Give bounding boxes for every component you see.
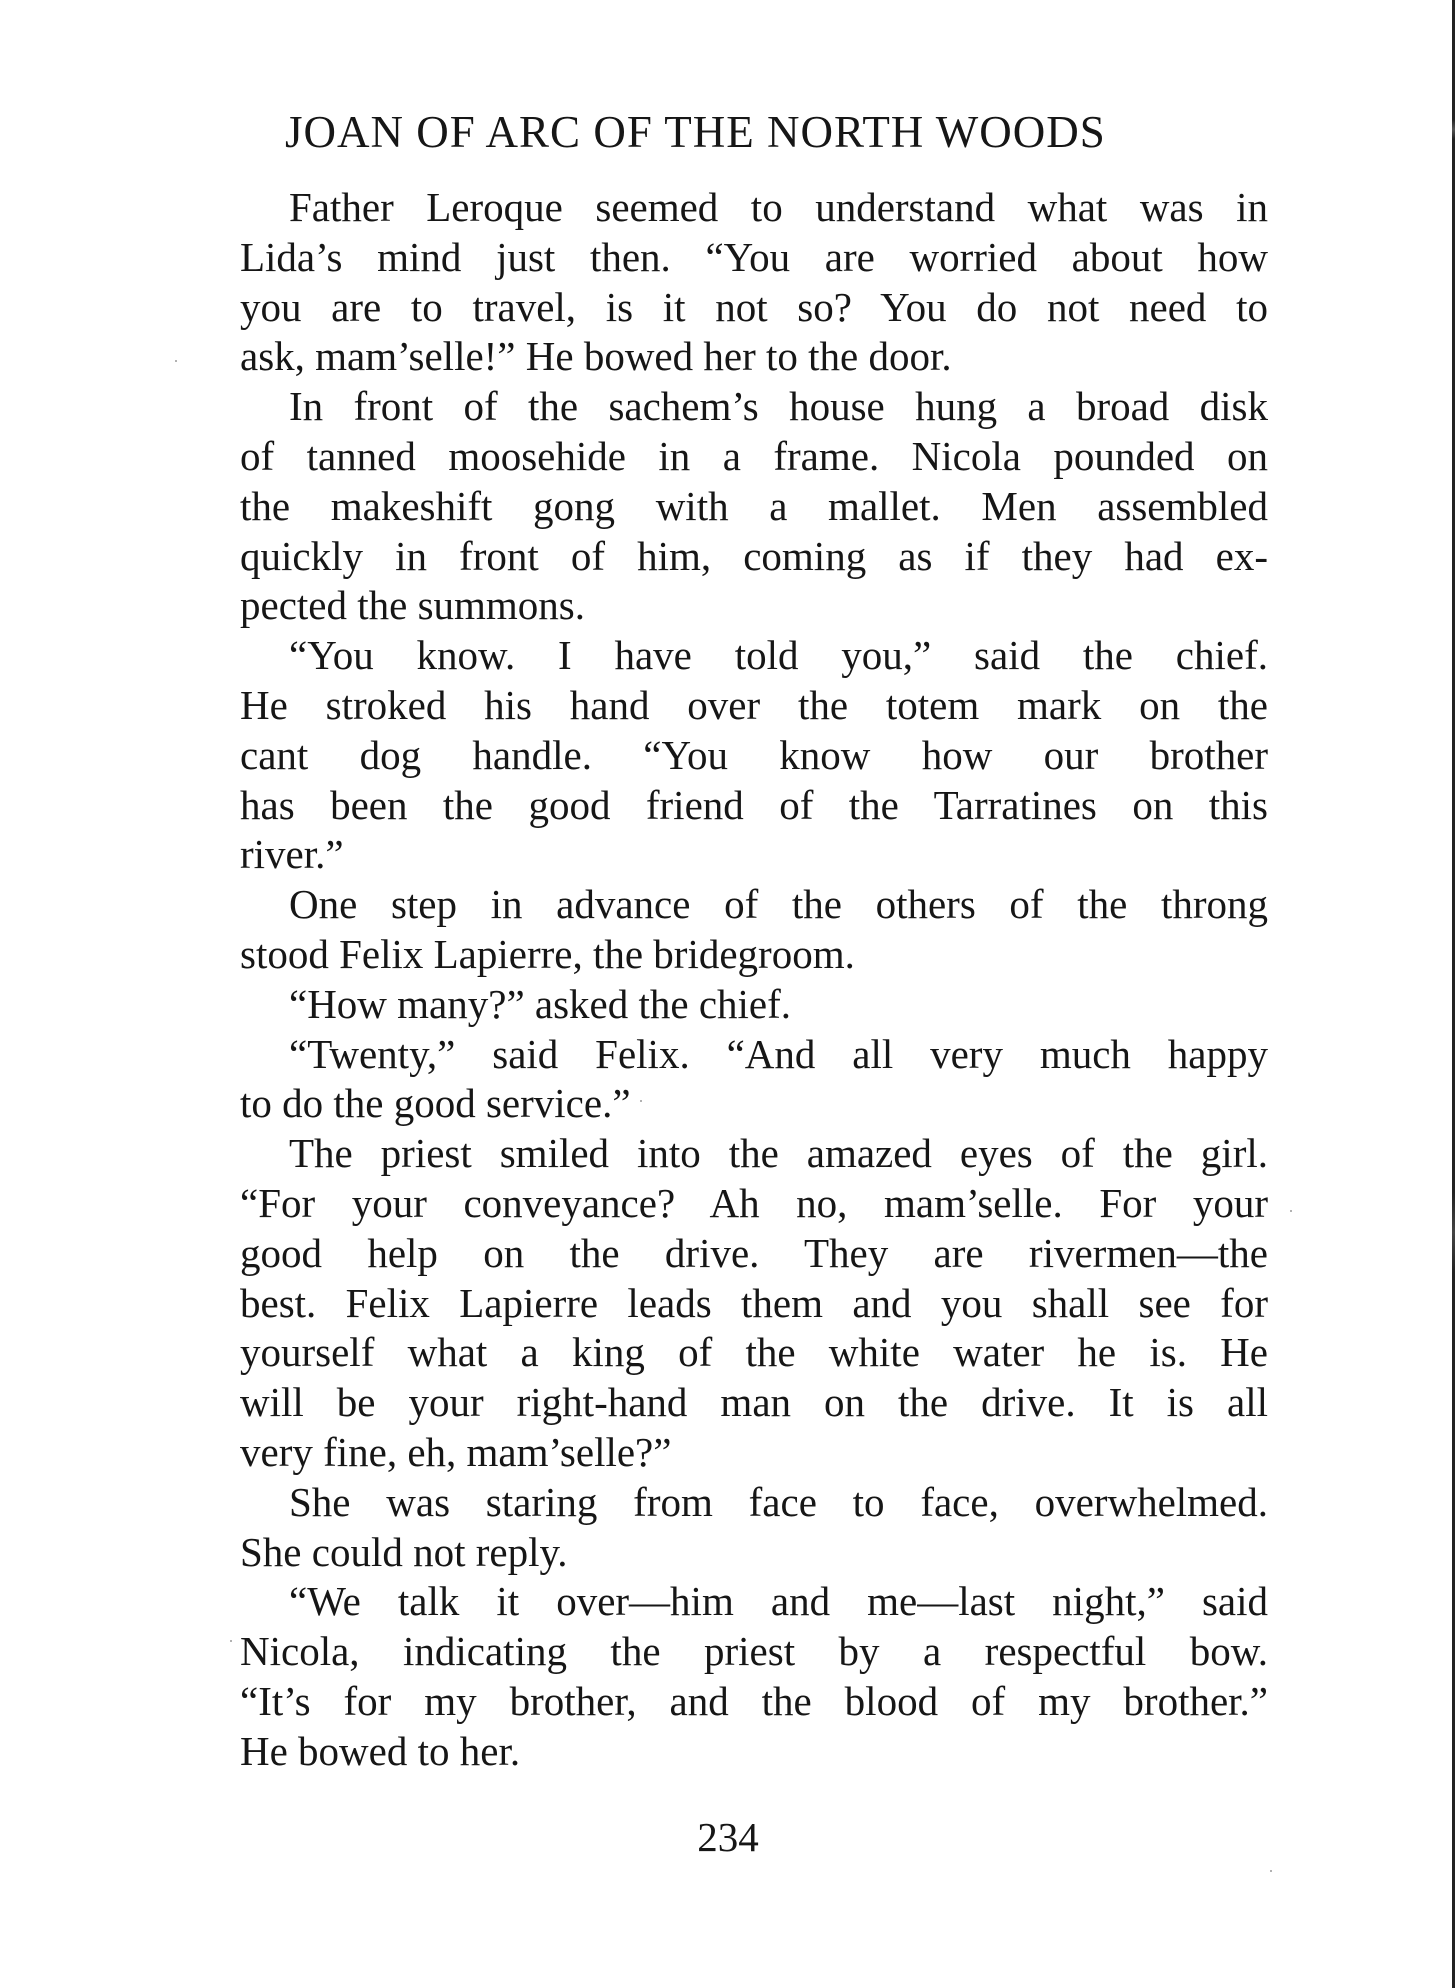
text-line: yourself what a king of the white water he is. He: [240, 1329, 1268, 1376]
text-line: “For your conveyance? Ah no, mam’selle. For your: [240, 1179, 1268, 1226]
paper-speck: [640, 1100, 642, 1102]
text-line: to do the good service.”: [240, 1080, 631, 1127]
text-line: “How many?” asked the chief.: [289, 980, 792, 1027]
paper-speck: [1290, 1210, 1292, 1212]
text-line: “You know. I have told you,” said the chief.: [289, 632, 1268, 679]
running-head: JOAN OF ARC OF THE NORTH WOODS: [285, 107, 1106, 157]
text-line: One step in advance of the others of the throng: [289, 881, 1268, 928]
text-line: you are to travel, is it not so? You do not need to: [240, 283, 1268, 330]
text-line: will be your right-hand man on the drive. It is all: [240, 1379, 1268, 1426]
text-line: “It’s for my brother, and the blood of my brother.”: [240, 1677, 1268, 1724]
paper-speck: [1270, 1870, 1272, 1872]
text-line: best. Felix Lapierre leads them and you shall see for: [240, 1279, 1268, 1326]
text-line: pected the summons.: [240, 582, 586, 629]
text-line: good help on the drive. They are rivermen—the: [240, 1229, 1268, 1276]
text-line: Nicola, indicating the priest by a respectful bow.: [240, 1628, 1268, 1675]
text-line: He bowed to her.: [240, 1727, 521, 1774]
text-line: “We talk it over—him and me—last night,” said: [289, 1578, 1268, 1625]
text-line: very fine, eh, mam’selle?”: [240, 1428, 672, 1475]
text-line: She could not reply.: [240, 1528, 568, 1575]
text-line: He stroked his hand over the totem mark on the: [240, 681, 1268, 728]
text-line: She was staring from face to face, overwhelmed.: [289, 1478, 1268, 1525]
page-edge-shadow: [1452, 0, 1455, 1988]
text-line: of tanned moosehide in a frame. Nicola pounded on: [240, 432, 1268, 479]
text-line: Lida’s mind just then. “You are worried about how: [240, 233, 1268, 280]
body-text: [240, 183, 1268, 1777]
paper-speck: [230, 1640, 232, 1642]
text-line: cant dog handle. “You know how our brother: [240, 731, 1268, 778]
text-line: river.”: [240, 831, 344, 878]
text-line: quickly in front of him, coming as if they had ex-: [240, 532, 1268, 579]
text-line: The priest smiled into the amazed eyes of the girl.: [289, 1130, 1268, 1177]
text-line: ask, mam’selle!” He bowed her to the door.: [240, 333, 952, 380]
text-line: the makeshift gong with a mallet. Men assembled: [240, 482, 1268, 529]
text-line: “Twenty,” said Felix. “And all very much happy: [289, 1030, 1268, 1077]
paper-speck: [175, 360, 177, 362]
page-number: 234: [697, 1814, 759, 1860]
text-line: Father Leroque seemed to understand what was in: [289, 184, 1268, 230]
text-line: In front of the sachem’s house hung a broad disk: [289, 383, 1268, 430]
text-line: stood Felix Lapierre, the bridegroom.: [240, 930, 855, 977]
text-line: has been the good friend of the Tarratines on this: [240, 781, 1268, 828]
